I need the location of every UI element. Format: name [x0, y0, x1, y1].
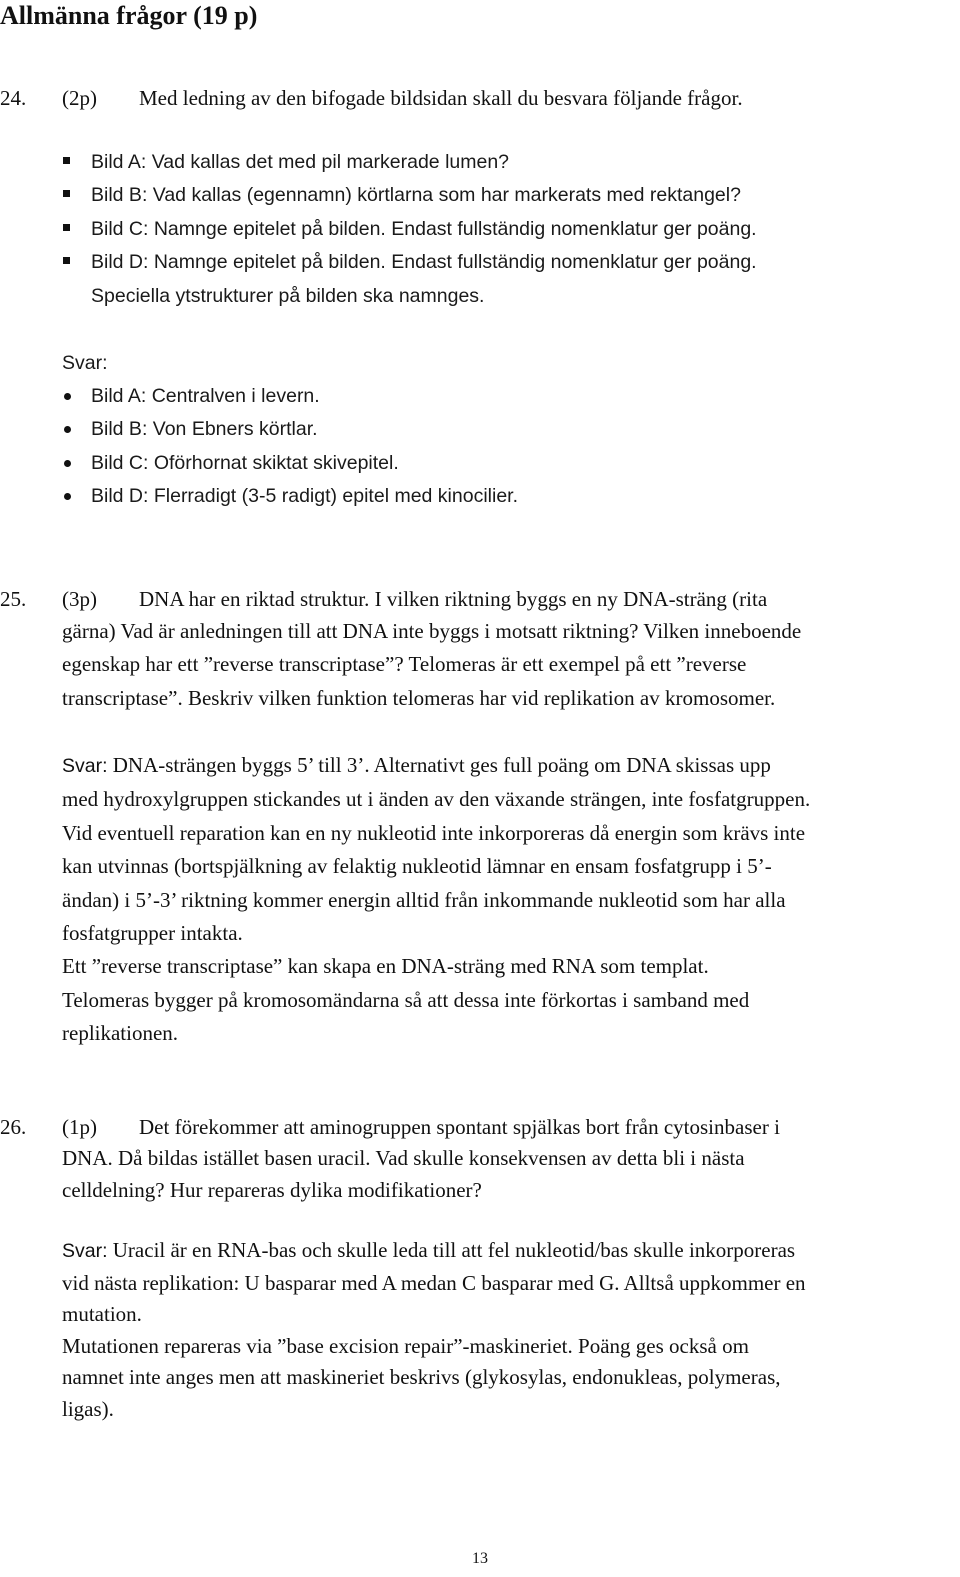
question-26-text: DNA. Då bildas istället basen uracil. Vad skulle konsekvensen av detta bli i nästa celldelning? Hur repareras dylika modifikationer? [62, 1146, 745, 1202]
question-25-text: gärna) Vad är anledningen till att DNA inte byggs i motsatt riktning? Vilken inneboende egenskap har ett ”reverse transcriptase”? Telomeras är ett exempel på ett ”reverse transcriptase”. Beskriv vilken funktion telomeras har vid replikation av kromosomer. [62, 619, 802, 710]
answer-item: Bild C: Oförhornat skiktat skivepitel. [62, 447, 518, 480]
round-bullet-icon [64, 426, 71, 433]
question-26-answer: Svar: Uracil är en RNA-bas och skulle leda till att fel nukleotid/bas skulle inkorporeras vid nästa replikation: U basparar med A medan C basparar med G. Alltså uppkommer en mutation. Mutationen repareras via ”base excision repair”-maskineriet. Poäng ges också om namnet inte anges men att maskineriet beskrivs (glykosylas, endonukleas, polymeras, ligas). [62, 1238, 806, 1421]
square-bullet-icon [63, 190, 70, 197]
section-heading: Allmänna frågor (19 p) [0, 1, 258, 30]
answer-label: Svar: [62, 352, 108, 374]
question-number: 24. [0, 86, 27, 110]
question-number: 25. [0, 587, 27, 611]
round-bullet-icon [64, 493, 71, 500]
round-bullet-icon [64, 393, 71, 400]
list-item: Bild A: Vad kallas det med pil markerade lumen? [62, 146, 757, 179]
answer-label: Svar: [62, 755, 108, 777]
answer-item: Bild D: Flerradigt (3-5 radigt) epitel med kinocilier. [62, 480, 518, 513]
list-item: Bild D: Namnge epitelet på bilden. Endast fullständig nomenklatur ger poäng. [62, 246, 757, 279]
question-points: (3p) [62, 587, 97, 611]
question-number: 26. [0, 1115, 27, 1139]
question-points: (1p) [62, 1115, 97, 1139]
question-24-answers [62, 380, 518, 514]
square-bullet-icon [63, 257, 70, 264]
question-points: (2p) [62, 86, 97, 110]
answer-label: Svar: [62, 1240, 108, 1262]
question-24-items [62, 146, 757, 313]
list-item: Bild C: Namnge epitelet på bilden. Endast fullständig nomenklatur ger poäng. [62, 213, 757, 246]
question-text: Med ledning av den bifogade bildsidan skall du besvara följande frågor. [139, 86, 743, 110]
answer-item: Bild A: Centralven i levern. [62, 380, 518, 413]
square-bullet-icon [63, 224, 70, 231]
square-bullet-icon [63, 157, 70, 164]
round-bullet-icon [64, 460, 71, 467]
question-text-first-line: DNA har en riktad struktur. I vilken riktning byggs en ny DNA-sträng (rita [139, 587, 768, 611]
question-text-first-line: Det förekommer att aminogruppen spontant spjälkas bort från cytosinbaser i [139, 1115, 780, 1139]
page-number: 13 [472, 1550, 488, 1567]
list-item-continuation: Speciella ytstrukturer på bilden ska namnges. [91, 284, 485, 307]
question-25-answer: Svar: DNA-strängen byggs 5’ till 3’. Alternativt ges full poäng om DNA skissas upp med hydroxylgruppen stickandes ut i änden av den växande strängen, inte fosfatgruppen. Vid eventuell reparation kan en ny nukleotid inte inkorporeras då energin som krävs inte kan utvinnas (bortspjälkning av felaktig nukleotid lämnar en ensam fosfatgrupp i 5’- ändan) i 5’-3’ riktning kommer energin alltid från inkommande nukleotid som har alla fosfatgrupper intakta. Ett ”reverse transcriptase” kan skapa en DNA-sträng med RNA som templat. Telomeras bygger på kromosomändarna så att dessa inte förkortas i samband med replikationen. [62, 753, 811, 1046]
list-item: Bild B: Vad kallas (egennamn) körtlarna som har markerats med rektangel? [62, 179, 757, 212]
answer-item: Bild B: Von Ebners körtlar. [62, 413, 518, 446]
